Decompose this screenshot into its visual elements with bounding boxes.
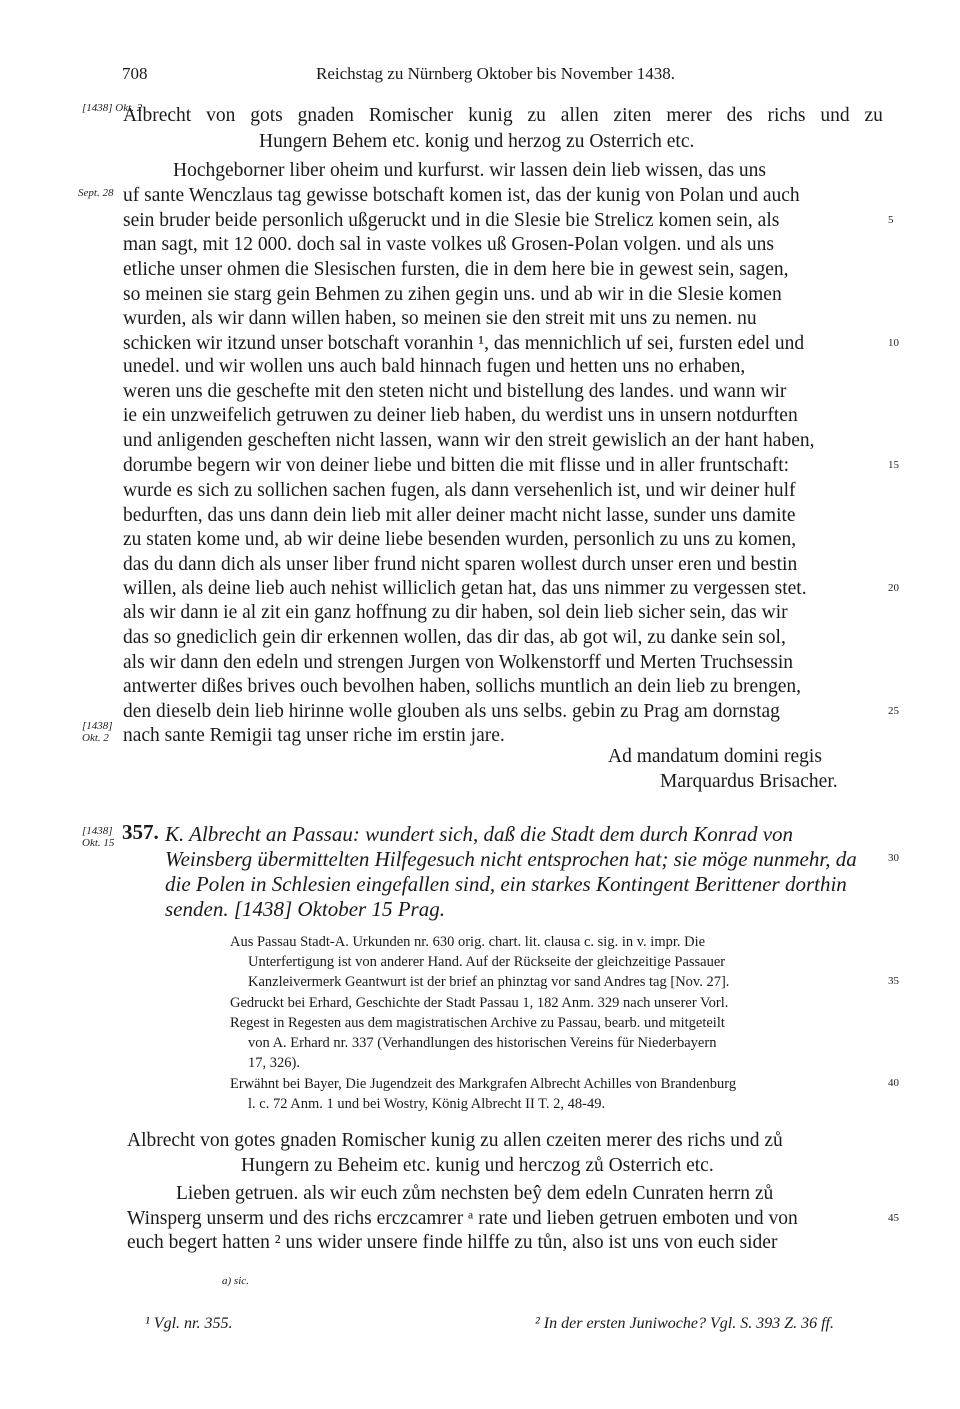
document-title-line: senden. [1438] Oktober 15 Prag.: [165, 897, 445, 921]
letter-line: als wir dann den edeln und strengen Jurgen von Wolkenstorff und Merten Truchsessin: [123, 652, 794, 673]
letter-line: sein bruder beide personlich ußgeruckt und in die Slesie bie Strelicz komen sein, als: [123, 210, 780, 231]
letter-line: man sagt, mit 12 000. doch sal in vaste volkes uß Grosen-Polan volgen. und als uns: [123, 234, 775, 255]
letter-line: als wir dann ie al zit ein ganz hoffnung zu dir haben, sol dein lieb sicher sein, das wir: [123, 602, 788, 623]
signature-line-2: Marquardus Brisacher.: [660, 771, 838, 792]
letter-line: das so gnediclich gein dir erkennen wollen, das dir das, ab got wil, zu danke sein sol,: [123, 627, 786, 648]
source-line: Gedruckt bei Erhard, Geschichte der Stadt Passau 1, 182 Anm. 329 nach unserer Vorl.: [230, 995, 729, 1011]
source-line: l. c. 72 Anm. 1 und bei Wostry, König Albrecht II T. 2, 48-49.: [248, 1096, 606, 1112]
margin-date-bottom: [1438] Okt. 2: [82, 720, 113, 744]
margin-date-357: [1438] Okt. 15: [82, 825, 115, 849]
footnote-1: ¹ Vgl. nr. 355.: [145, 1315, 233, 1332]
letter-line: bedurften, das uns dann dein lieb mit aller deiner macht nicht lasse, sunder uns damite: [123, 505, 796, 526]
document-title-line: Weinsberg übermittelten Hilfegesuch nicht entsprochen hat; sie möge nunmehr, da: [165, 847, 857, 871]
source-line: Kanzleivermerk Geantwurt ist der brief an phinztag vor sand Andres tag [Nov. 27].: [248, 974, 730, 990]
line-number: 5: [888, 214, 894, 226]
letter-line: wurde es sich zu sollichen sachen fugen, als dann versehenlich ist, und wir deiner hulf: [123, 480, 796, 501]
letter-line: das du dann dich als unser liber frund nicht sparen wollest durch unser eren und bestin: [123, 554, 798, 575]
page-number: 708: [122, 64, 148, 83]
letter-line: Hochgeborner liber oheim und kurfurst. wir lassen dein lieb wissen, das uns: [173, 160, 766, 181]
letter-line: wurden, als wir dann willen haben, so meinen sie den streit mit uns zu nemen. nu: [123, 308, 757, 329]
line-number: 10: [888, 337, 899, 349]
line-number: 15: [888, 459, 899, 471]
document-body-line: Albrecht von gotes gnaden Romischer kunig zu allen czeiten merer des richs und zů: [127, 1130, 783, 1151]
line-number: 20: [888, 582, 899, 594]
running-title: Reichstag zu Nürnberg Oktober bis November 1438.: [316, 64, 675, 83]
letter-line: nach sante Remigii tag unser riche im erstin jare.: [123, 725, 505, 746]
letter-line: antwerter dißes brives ouch bevolhen haben, sollichs muntlich an dein lieb zu brengen,: [123, 676, 801, 697]
line-number: 25: [888, 705, 899, 717]
line-number: 45: [888, 1212, 899, 1224]
footnote-2: ² In der ersten Juniwoche? Vgl. S. 393 Z. 36 ff.: [535, 1315, 834, 1332]
document-body-line: Hungern zu Beheim etc. kunig und herczog zů Osterrich etc.: [241, 1155, 714, 1176]
letter-line: weren uns die geschefte mit den steten nicht und bistellung des landes. und wann wir: [123, 381, 787, 402]
signature-line-1: Ad mandatum domini regis: [608, 746, 822, 767]
letter-line: willen, als deine lieb auch nehist williclich getan hat, das uns nimmer zu vergessen stet.: [123, 578, 807, 599]
document-body-line: euch begert hatten ² uns wider unsere finde hilffe zu tůn, also ist uns von euch sider: [127, 1232, 778, 1253]
document-title-line: K. Albrecht an Passau: wundert sich, daß die Stadt dem durch Konrad von: [165, 822, 794, 846]
document-body-line: Lieben getruen. als wir euch zům nechsten beŷ dem edeln Cunraten herrn zů: [176, 1183, 774, 1204]
source-line: 17, 326).: [248, 1055, 300, 1071]
margin-date-top: [1438] Okt. 2: [82, 102, 143, 114]
document-body-line: Winsperg unserm und des richs erczcamrer ᵃ rate und lieben getruen emboten und von: [127, 1208, 798, 1229]
source-line: Regest in Regesten aus dem magistratischen Archive zu Passau, bearb. und mitgeteilt: [230, 1015, 725, 1031]
letter-line: dorumbe begern wir von deiner liebe und bitten die mit flisse und in aller fruntschaft:: [123, 455, 790, 476]
textual-note: a) sic.: [222, 1275, 249, 1287]
line-number: 40: [888, 1077, 899, 1089]
letter-line: den dieselb dein lieb hirinne wolle glouben als uns selbs. gebin zu Prag am dornstag: [123, 701, 780, 722]
document-title-line: die Polen in Schlesien eingefallen sind, ein starkes Kontingent Berittener dorthin: [165, 872, 847, 896]
line-number: 35: [888, 975, 899, 987]
letter-title-line-2: Hungern Behem etc. konig und herzog zu Osterrich etc.: [259, 131, 695, 152]
line-number: 30: [888, 852, 899, 864]
letter-line: etliche unser ohmen die Slesischen fursten, die in dem here bie in gewest sein, sagen,: [123, 259, 789, 280]
document-number: 357.: [122, 820, 159, 844]
letter-line: ie ein unzweifelich getruwen zu deiner lieb haben, du werdist uns in unsern notdurften: [123, 405, 798, 426]
letter-line: so meinen sie starg gein Behmen zu zihen gegin uns. und ab wir in die Slesie komen: [123, 284, 782, 305]
letter-line: uf sante Wenczlaus tag gewisse botschaft komen ist, das der kunig von Polan und auch: [123, 185, 800, 206]
letter-line: zu staten kome und, ab wir deine liebe besenden wurden, personlich zu uns zu komen,: [123, 529, 797, 550]
source-line: Aus Passau Stadt-A. Urkunden nr. 630 orig. chart. lit. clausa c. sig. in v. impr. Die: [230, 934, 706, 950]
margin-date-sept: Sept. 28: [78, 187, 114, 199]
letter-title-line-1: Albrecht von gots gnaden Romischer kunig zu allen ziten merer des richs und zu: [123, 105, 883, 126]
source-line: Erwähnt bei Bayer, Die Jugendzeit des Markgrafen Albrecht Achilles von Brandenburg: [230, 1076, 737, 1092]
source-line: Unterfertigung ist von anderer Hand. Auf der Rückseite der gleichzeitige Passauer: [248, 954, 726, 970]
letter-line: schicken wir itzund unser botschaft voranhin ¹, das mennichlich uf sei, fursten edel und: [123, 333, 805, 354]
letter-line: unedel. und wir wollen uns auch bald hinnach fugen und hetten uns no erhaben,: [123, 356, 746, 377]
letter-line: und anligenden gescheften nicht lassen, wann wir den streit gewislich an der hant haben,: [123, 430, 815, 451]
source-line: von A. Erhard nr. 337 (Verhandlungen des historischen Vereins für Niederbayern: [248, 1035, 717, 1051]
